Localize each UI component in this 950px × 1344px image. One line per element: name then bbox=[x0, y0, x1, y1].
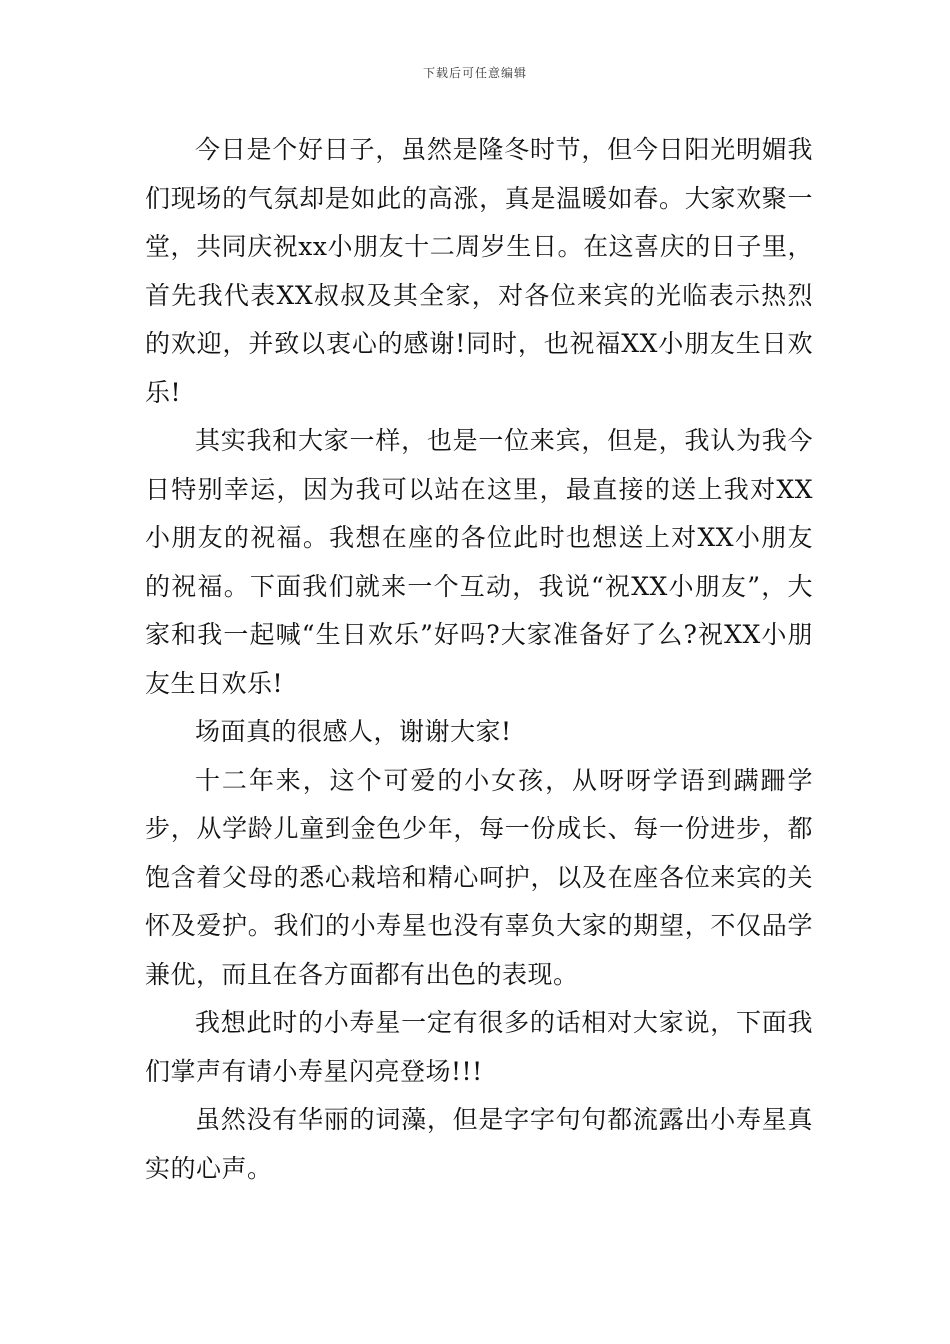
paragraph-greeting: 今日是个好日子，虽然是隆冬时节，但今日阳光明媚我们现场的气氛却是如此的高涨，真是温暖如春。大家欢聚一堂，共同庆祝xx小朋友十二周岁生日。在这喜庆的日子里，首先我代表XX叔叔及其全家，对各位来宾的光临表示热烈的欢迎，并致以衷心的感谢!同时，也祝福XX小朋友生日欢乐! bbox=[145, 135, 813, 407]
paragraph-thanks: 场面真的很感人，谢谢大家! bbox=[195, 717, 512, 746]
paragraph-closing: 虽然没有华丽的词藻，但是字字句句都流露出小寿星真实的心声。 bbox=[145, 1105, 813, 1183]
paragraph-invitation: 我想此时的小寿星一定有很多的话相对大家说，下面我们掌声有请小寿星闪亮登场!!! bbox=[145, 1008, 813, 1086]
page-header: 下载后可任意编辑 bbox=[422, 66, 527, 80]
paragraph-growth: 十二年来，这个可爱的小女孩，从呀呀学语到蹒跚学步，从学龄儿童到金色少年，每一份成长、每一份进步，都饱含着父母的悉心栽培和精心呵护，以及在座各位来宾的关怀及爱护。我们的小寿星也没有辜负大家的期望，不仅品学兼优，而且在各方面都有出色的表现。 bbox=[145, 765, 813, 989]
document-body bbox=[145, 126, 813, 1193]
paragraph-interaction: 其实我和大家一样，也是一位来宾，但是，我认为我今日特别幸运，因为我可以站在这里，最直接的送上我对XX小朋友的祝福。我想在座的各位此时也想送上对XX小朋友的祝福。下面我们就来一个互动，我说“祝XX小朋友”，大家和我一起喊“生日欢乐”好吗?大家准备好了么?祝XX小朋友生日欢乐! bbox=[145, 426, 813, 698]
